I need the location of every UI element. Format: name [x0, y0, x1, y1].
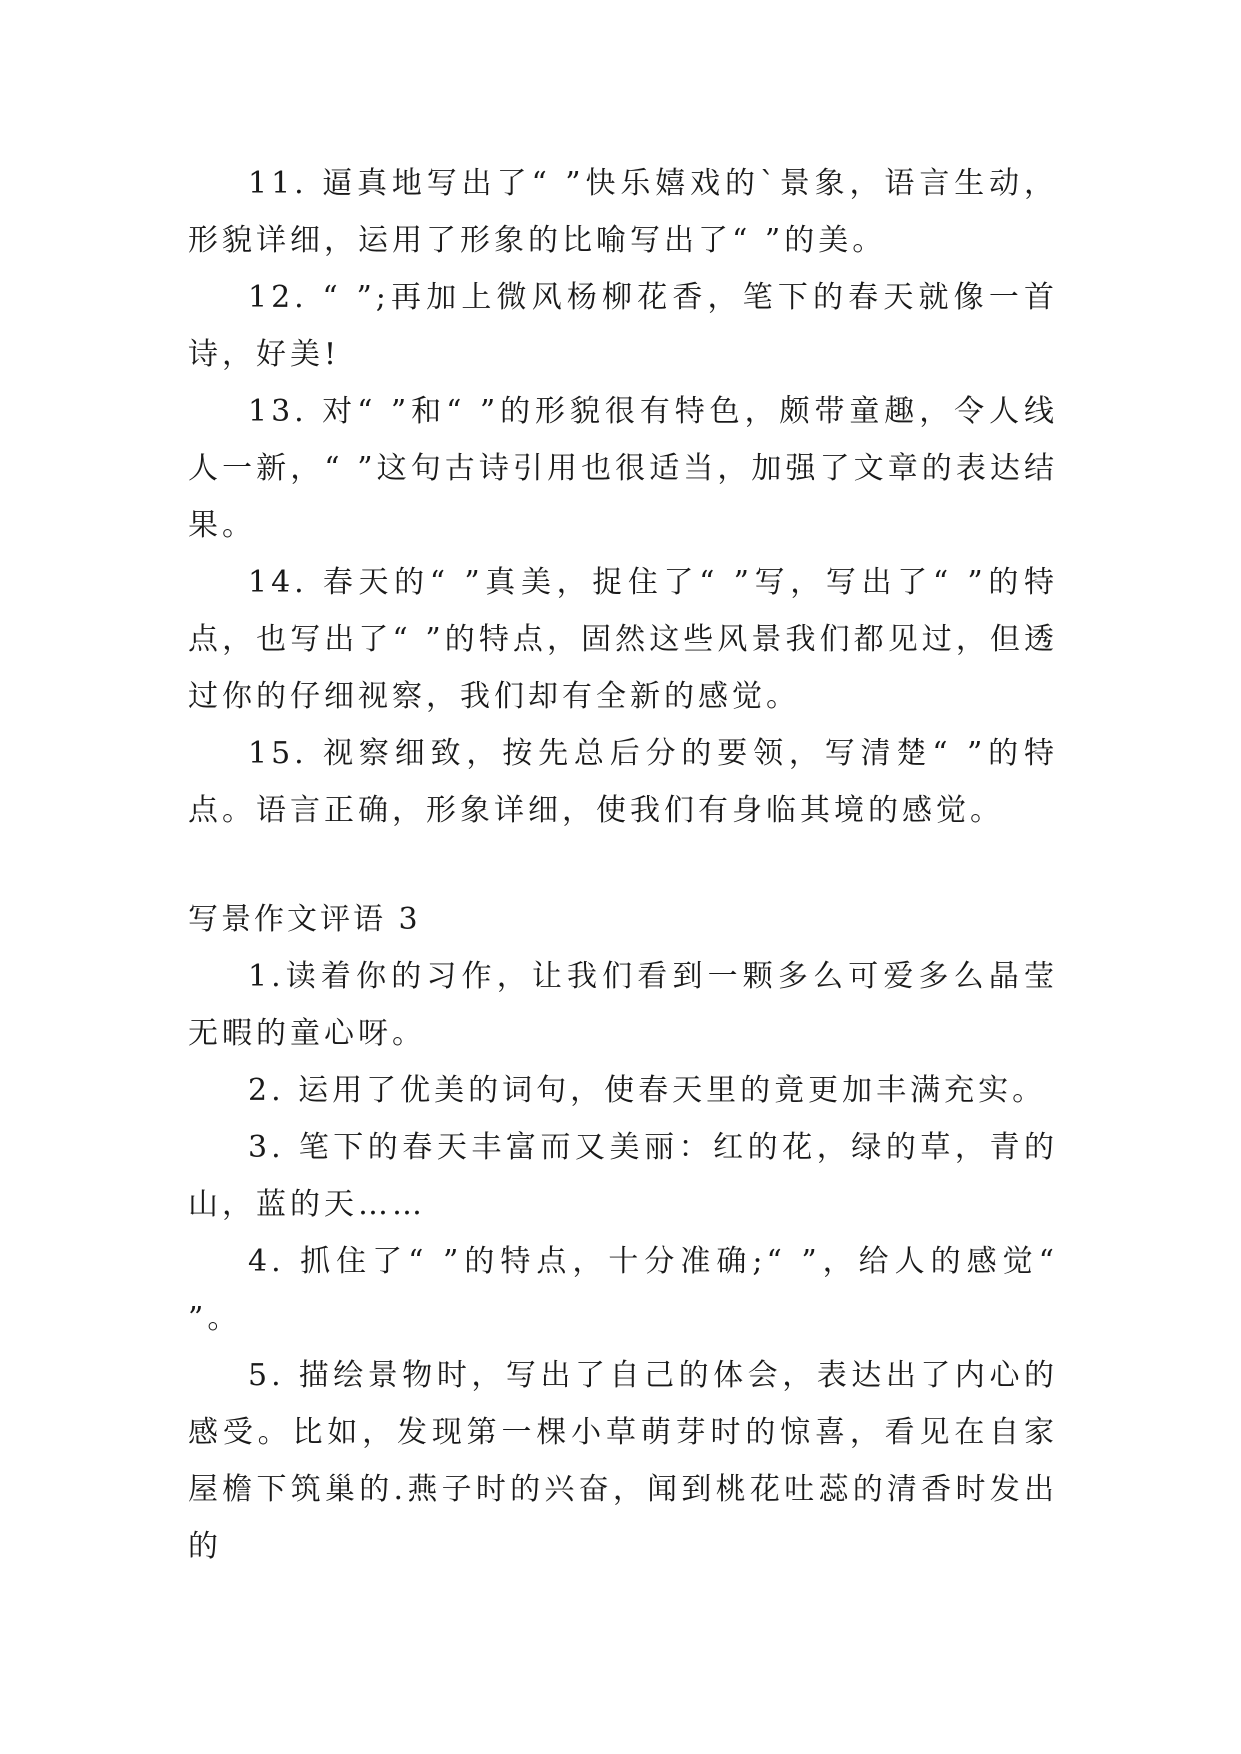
comment-paragraph-12: 12. “ ”;再加上微风杨柳花香，笔下的春天就像一首诗，好美!: [188, 280, 1058, 372]
comment-paragraph-2: 2. 运用了优美的词句，使春天里的竟更加丰满充实。: [248, 1073, 1047, 1108]
comment-paragraph-14: 14. 春天的“ ”真美，捉住了“ ”写，写出了“ ”的特点，也写出了“ ”的特点，固然这些风景我们都见过，但透过你的仔细视察，我们却有全新的感觉。: [188, 565, 1058, 714]
comment-paragraph-13: 13. 对“ ”和“ ”的形貌很有特色，颇带童趣，令人线人一新，“ ”这句古诗引用也很适当，加强了文章的表达结果。: [188, 394, 1058, 543]
comment-paragraph-1: 1.读着你的习作，让我们看到一颗多么可爱多么晶莹无暇的童心呀。: [188, 959, 1058, 1051]
section-heading: 写景作文评语 3: [188, 902, 421, 937]
comment-paragraph-15: 15. 视察细致，按先总后分的要领，写清楚“ ”的特点。语言正确，形象详细，使我们有身临其境的感觉。: [188, 736, 1058, 828]
document-body: [188, 155, 1058, 1575]
comment-paragraph-11: 11. 逼真地写出了“ ”快乐嬉戏的`景象，语言生动，形貌详细，运用了形象的比喻写出了“ ”的美。: [188, 166, 1058, 258]
comment-paragraph-3: 3. 笔下的春天丰富而又美丽：红的花，绿的草，青的山，蓝的天……: [188, 1130, 1058, 1222]
comment-paragraph-4: 4. 抓住了“ ”的特点，十分准确;“ ”，给人的感觉“ ”。: [188, 1244, 1058, 1336]
comment-paragraph-5: 5. 描绘景物时，写出了自己的体会，表达出了内心的感受。比如，发现第一棵小草萌芽时的惊喜，看见在自家屋檐下筑巢的.燕子时的兴奋，闻到桃花吐蕊的清香时发出的: [188, 1358, 1058, 1564]
